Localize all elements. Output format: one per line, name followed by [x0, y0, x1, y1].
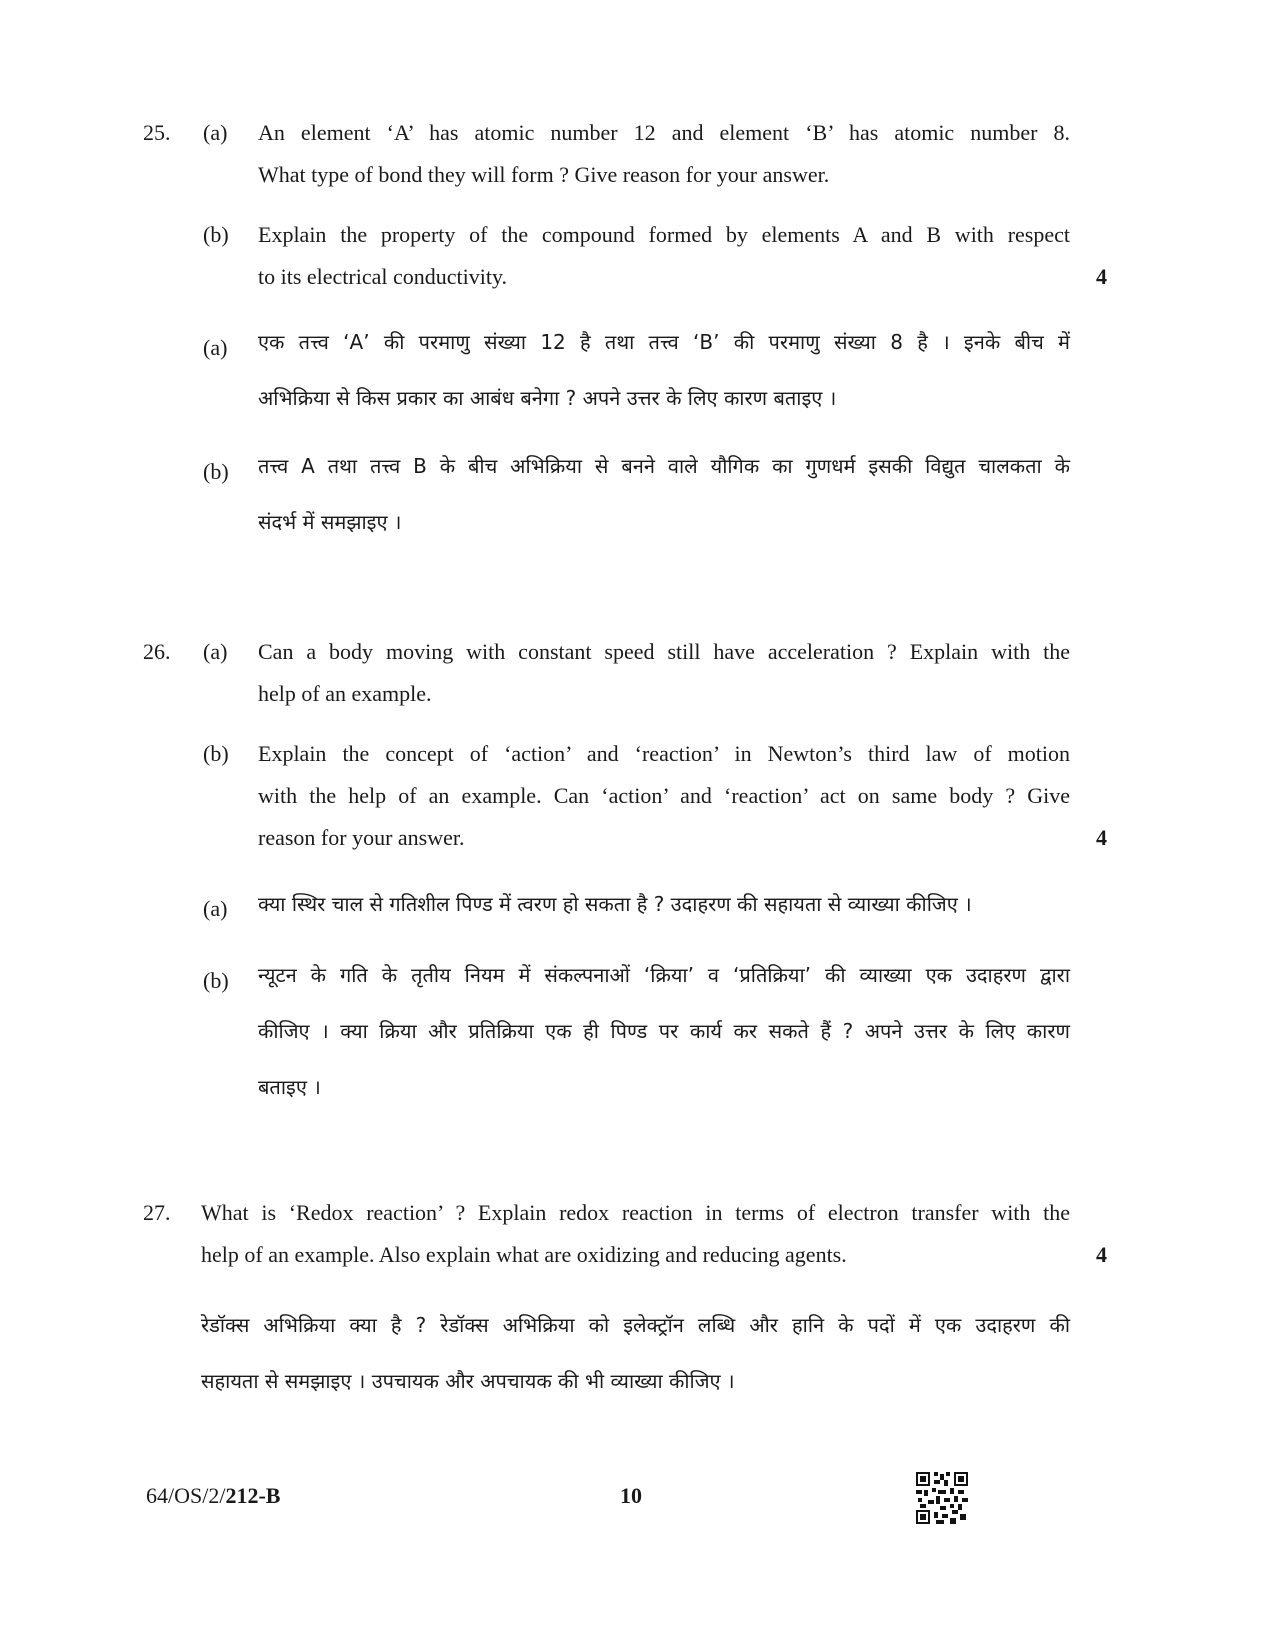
question-text: reason for your answer. — [258, 825, 465, 850]
question-text-hindi: संदर्भ में समझाइए । — [258, 510, 402, 534]
part-label: (a) — [203, 896, 228, 921]
paper-code — [146, 1482, 280, 1510]
part-label: (b) — [203, 459, 229, 484]
question-text: Explain the property of the compound formed by elements A and B with respect — [258, 222, 1070, 247]
part-label: (a) — [203, 335, 228, 360]
part-label: (b) — [203, 968, 229, 993]
question-text-hindi: क्या स्थिर चाल से गतिशील पिण्ड में त्वरण हो सकता है ? उदाहरण की सहायता से व्याख्या कीजिए । — [258, 892, 972, 916]
question-text-hindi: बताइए । — [258, 1075, 321, 1099]
question-text: with the help of an example. Can ‘action’ and ‘reaction’ act on same body ? Give — [258, 783, 1070, 808]
marks: 4 — [1096, 264, 1107, 289]
question-text: to its electrical conductivity. — [258, 264, 508, 289]
question-text-hindi: तत्त्व A तथा तत्त्व B के बीच अभिक्रिया से बनने वाले यौगिक का गुणधर्म इसकी विद्युत चालकता के — [258, 454, 1070, 478]
question-number: 25. — [143, 120, 171, 145]
question-text: help of an example. Also explain what are oxidizing and reducing agents. — [201, 1242, 847, 1267]
question-text: Explain the concept of ‘action’ and ‘reaction’ in Newton’s third law of motion — [258, 741, 1070, 766]
qr-code-icon — [916, 1472, 968, 1524]
question-text-hindi: एक तत्त्व ‘A’ की परमाणु संख्या 12 है तथा तत्त्व ‘B’ की परमाणु संख्या 8 है । इनके बीच में — [258, 330, 1070, 354]
question-text: help of an example. — [258, 681, 432, 706]
question-text-hindi: सहायता से समझाइए । उपचायक और अपचायक की भी व्याख्या कीजिए । — [201, 1369, 735, 1393]
question-text-hindi: रेडॉक्स अभिक्रिया क्या है ? रेडॉक्स अभिक्रिया को इलेक्ट्रॉन लब्धि और हानि के पदों में एक उदाहरण की — [201, 1313, 1070, 1337]
part-label: (a) — [203, 639, 228, 664]
paper-code-prefix: 64/OS/2/ — [146, 1483, 226, 1508]
question-text-hindi: अभिक्रिया से किस प्रकार का आबंध बनेगा ? अपने उत्तर के लिए कारण बताइए । — [258, 386, 837, 410]
question-text: Can a body moving with constant speed still have acceleration ? Explain with the — [258, 639, 1070, 664]
paper-code-bold: 212-B — [225, 1483, 281, 1508]
question-text-hindi: न्यूटन के गति के तृतीय नियम में संकल्पनाओं ‘क्रिया’ व ‘प्रतिक्रिया’ की व्याख्या एक उदाहरण द्वारा — [258, 963, 1070, 987]
marks: 4 — [1096, 1242, 1107, 1267]
part-label: (a) — [203, 120, 228, 145]
part-label: (b) — [203, 222, 229, 247]
question-text: What type of bond they will form ? Give reason for your answer. — [258, 162, 830, 187]
question-number: 27. — [143, 1200, 171, 1225]
page-number: 10 — [620, 1483, 642, 1508]
part-label: (b) — [203, 741, 229, 766]
marks: 4 — [1096, 825, 1107, 850]
question-text: An element ‘A’ has atomic number 12 and element ‘B’ has atomic number 8. — [258, 120, 1070, 145]
question-number: 26. — [143, 639, 171, 664]
question-text: What is ‘Redox reaction’ ? Explain redox reaction in terms of electron transfer with the — [201, 1200, 1070, 1225]
question-text-hindi: कीजिए । क्या क्रिया और प्रतिक्रिया एक ही पिण्ड पर कार्य कर सकते हैं ? अपने उत्तर के लिए कारण — [258, 1019, 1070, 1043]
